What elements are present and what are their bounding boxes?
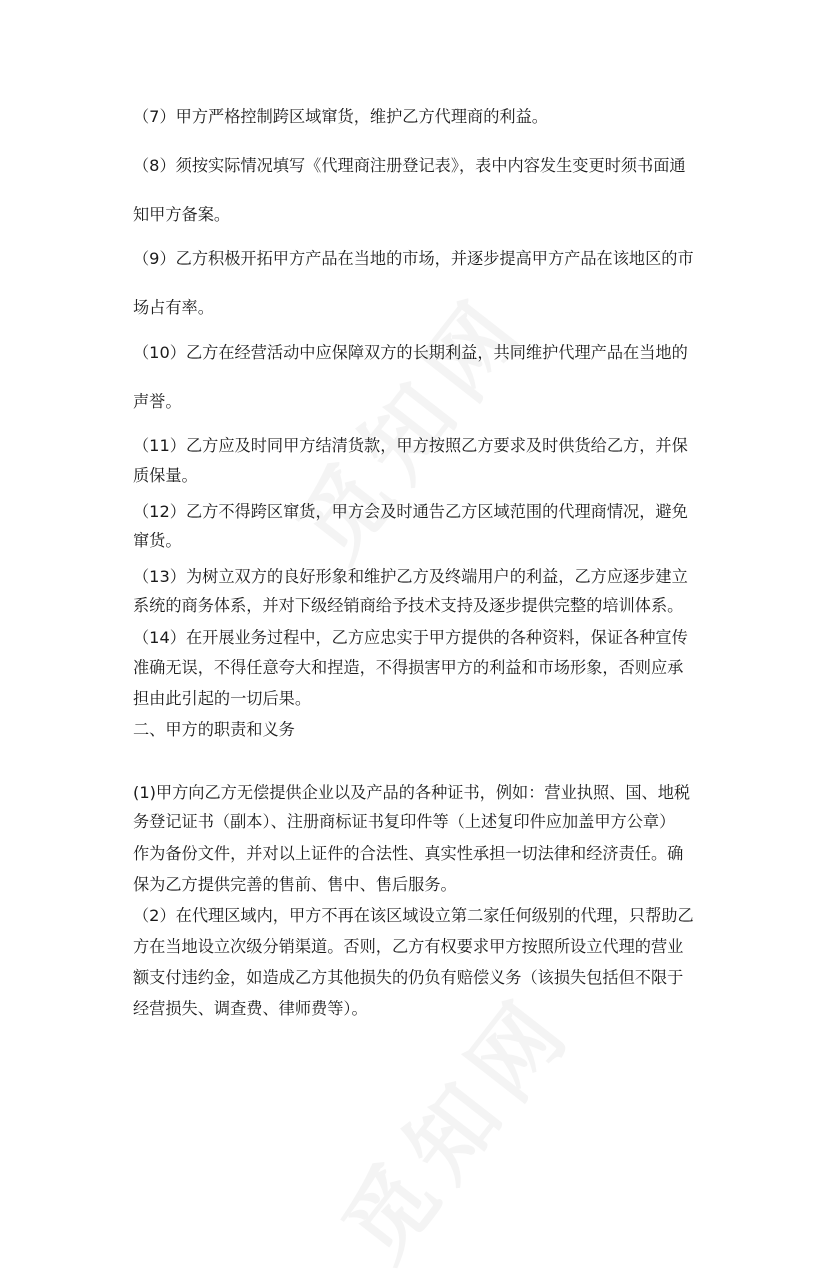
- paragraph-line: 准确无误，不得任意夸大和捏造，不得损害甲方的利益和市场形象，否则应承: [133, 658, 684, 677]
- watermark: [264, 264, 552, 583]
- paragraph-line: 知甲方备案。: [133, 205, 231, 224]
- paragraph-line: （10）乙方在经营活动中应保障双方的长期利益，共同维护代理产品在当地的: [133, 343, 688, 362]
- paragraph-line: （11）乙方应及时同甲方结清货款，甲方按照乙方要求及时供货给乙方，并保: [133, 436, 688, 455]
- paragraph-line: （9）乙方积极开拓甲方产品在当地的市场，并逐步提高甲方产品在该地区的市: [133, 249, 694, 268]
- paragraph-line: 保为乙方提供完善的售前、售中、售后服务。: [133, 875, 457, 894]
- paragraph-line: 声誉。: [133, 392, 182, 411]
- paragraph-line: 方在当地设立次级分销渠道。否则，乙方有权要求甲方按照所设立代理的营业: [133, 937, 684, 956]
- section-heading: 二、甲方的职责和义务: [133, 720, 295, 739]
- paragraph-line: 务登记证书（副本）、注册商标证书复印件等（上述复印件应加盖甲方公章）: [133, 812, 676, 831]
- paragraph-line: 质保量。: [133, 466, 198, 485]
- paragraph-line: （2）在代理区域内，甲方不再在该区域设立第二家任何级别的代理，只帮助乙: [133, 906, 694, 925]
- paragraph-line: （14）在开展业务过程中，乙方应忠实于甲方提供的各种资料，保证各种宣传: [133, 628, 688, 647]
- paragraph-line: （8）须按实际情况填写《代理商注册登记表》，表中内容发生变更时须书面通: [133, 156, 686, 175]
- paragraph-line: （12）乙方不得跨区窜货，甲方会及时通告乙方区域范围的代理商情况，避免: [133, 502, 688, 521]
- paragraph-line: 额支付违约金，如造成乙方其他损失的仍负有赔偿义务（该损失包括但不限于: [133, 968, 684, 987]
- paragraph-line: 担由此引起的一切后果。: [133, 689, 312, 708]
- paragraph-line: (1)甲方向乙方无偿提供企业以及产品的各种证书，例如：营业执照、国、地税: [133, 783, 691, 802]
- paragraph-line: 系统的商务体系，并对下级经销商给予技术支持及逐步提供完整的培训体系。: [133, 596, 684, 615]
- paragraph-line: 窜货。: [133, 531, 182, 550]
- paragraph-line: 场占有率。: [133, 298, 214, 317]
- paragraph-line: （7）甲方严格控制跨区域窜货，维护乙方代理商的利益。: [133, 107, 548, 126]
- paragraph-line: （13）为树立双方的良好形象和维护乙方及终端用户的利益，乙方应逐步建立: [133, 567, 688, 586]
- paragraph-line: 作为备份文件，并对以上证件的合法性、真实性承担一切法律和经济责任。确: [133, 844, 684, 863]
- paragraph-line: 经营损失、调查费、律师费等）。: [133, 999, 368, 1018]
